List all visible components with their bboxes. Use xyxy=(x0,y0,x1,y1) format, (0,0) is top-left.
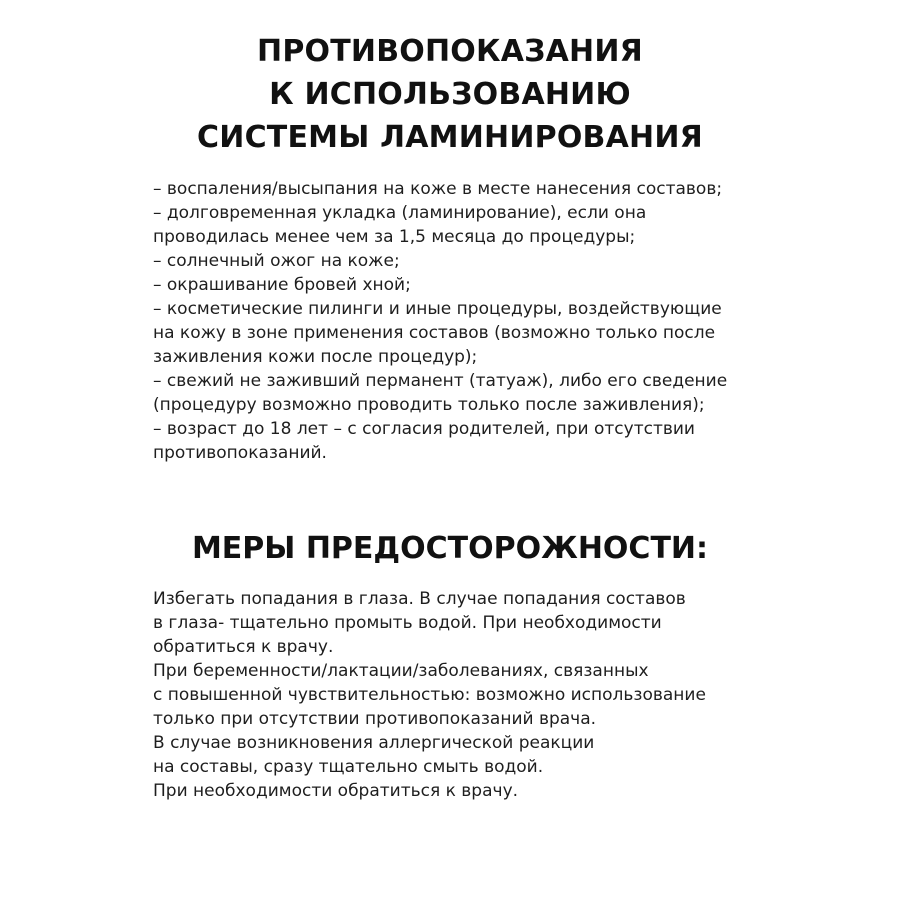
list-item-continuation: противопоказаний. xyxy=(153,443,327,463)
list-item: – долговременная укладка (ламинирование), если она xyxy=(153,203,647,223)
precautions-title: МЕРЫ ПРЕДОСТОРОЖНОСТИ: xyxy=(191,531,709,566)
precautions-line: с повышенной чувствительностью: возможно использование xyxy=(153,685,706,705)
list-item: – косметические пилинги и иные процедуры, воздействующие xyxy=(153,299,722,319)
precautions-line: в глаза- тщательно промыть водой. При необходимости xyxy=(153,613,662,633)
list-item-continuation: проводилась менее чем за 1,5 месяца до процедуры; xyxy=(153,227,636,247)
title-line-1: ПРОТИВОПОКАЗАНИЯ xyxy=(257,34,643,69)
contraindications-list xyxy=(153,177,793,465)
list-item-continuation: заживления кожи после процедур); xyxy=(153,347,478,367)
list-item-continuation: (процедуру возможно проводить только после заживления); xyxy=(153,395,705,415)
precautions-text xyxy=(153,587,793,803)
precautions-line: Избегать попадания в глаза. В случае попадания составов xyxy=(153,589,686,609)
precautions-line: на составы, сразу тщательно смыть водой. xyxy=(153,757,544,777)
list-item: – возраст до 18 лет – с согласия родителей, при отсутствии xyxy=(153,419,695,439)
list-item: – окрашивание бровей хной; xyxy=(153,275,411,295)
precautions-line: обратиться к врачу. xyxy=(153,637,334,657)
title-line-2: К ИСПОЛЬЗОВАНИЮ xyxy=(269,77,631,112)
list-item: – свежий не заживший перманент (татуаж), либо его сведение xyxy=(153,371,728,391)
contraindications-title xyxy=(0,30,900,159)
precautions-line: При необходимости обратиться к врачу. xyxy=(153,781,519,801)
list-item: – солнечный ожог на коже; xyxy=(153,251,400,271)
title-line-3: СИСТЕМЫ ЛАМИНИРОВАНИЯ xyxy=(197,120,703,155)
list-item: – воспаления/высыпания на коже в месте нанесения составов; xyxy=(153,179,723,199)
precautions-line: В случае возникновения аллергической реакции xyxy=(153,733,595,753)
list-item-continuation: на кожу в зоне применения составов (возможно только после xyxy=(153,323,716,343)
precautions-line: только при отсутствии противопоказаний врача. xyxy=(153,709,597,729)
precautions-line: При беременности/лактации/заболеваниях, связанных xyxy=(153,661,649,681)
